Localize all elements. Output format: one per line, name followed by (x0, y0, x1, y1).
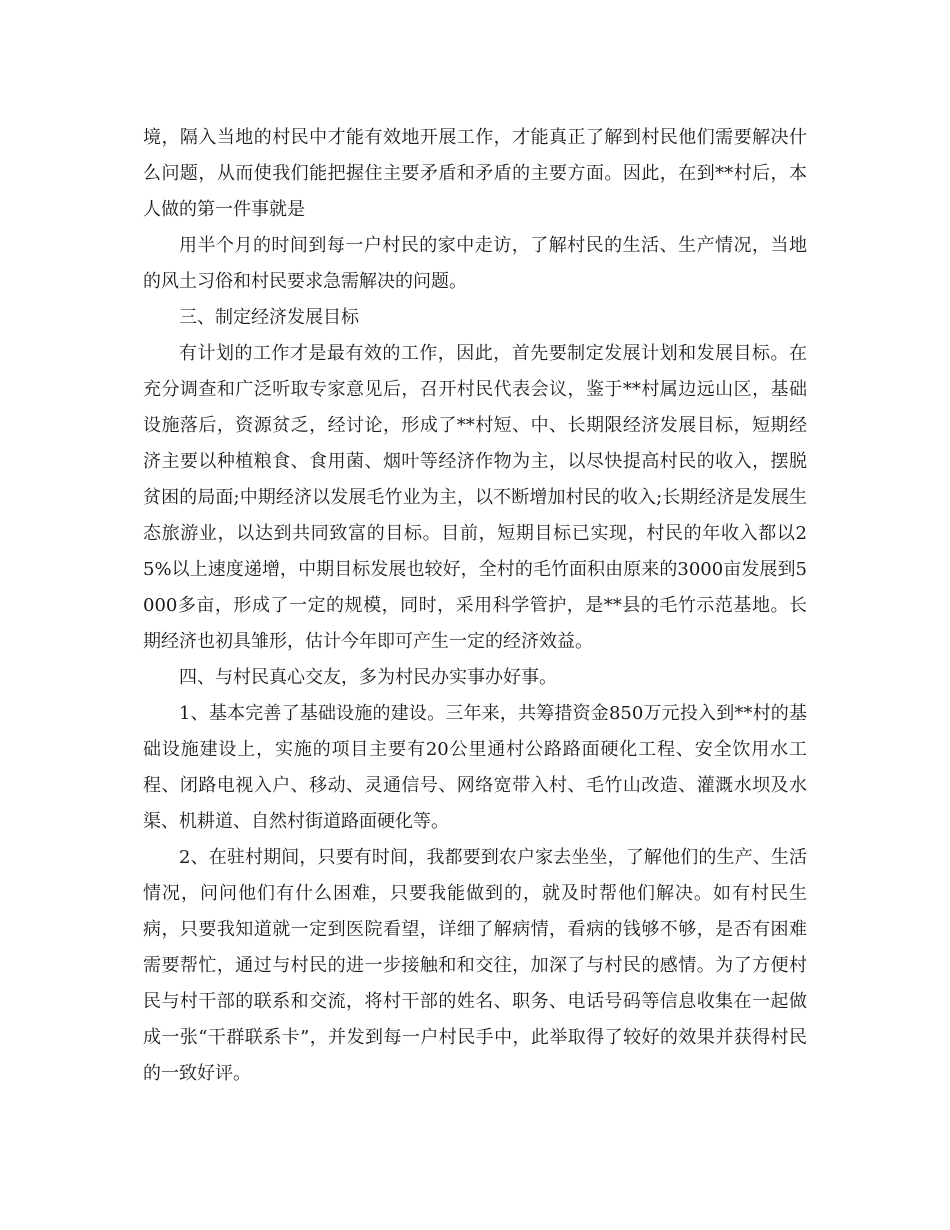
paragraph-continuation: 境，隔入当地的村民中才能有效地开展工作，才能真正了解到村民他们需要解决什么问题，从而使我们能把握住主要矛盾和矛盾的主要方面。因此，在到**村后，本人做的第一件事就是 (143, 127, 807, 220)
paragraph-visit-villagers: 用半个月的时间到每一户村民的家中走访，了解村民的生活、生产情况，当地的风土习俗和村民要求急需解决的问题。 (143, 235, 807, 292)
document-body (143, 120, 807, 1092)
paragraph-contact-card: 2、在驻村期间，只要有时间，我都要到农户家去坐坐，了解他们的生产、生活情况，问问他们有什么困难，只要我能做到的，就及时帮他们解决。如有村民生病，只要我知道就一定到医院看望，详细了解病情，看病的钱够不够，是否有困难需要帮忙，通过与村民的进一步接触和和交往，加深了与村民的感情。为了方便村民与村干部的联系和交流，将村干部的姓名、职务、电话号码等信息收集在一起做成一张“干群联系卡”，并发到每一户村民手中，此举取得了较好的效果并获得村民的一致好评。 (143, 847, 807, 1084)
section-heading-economic-goals: 三、制定经济发展目标 (179, 307, 359, 328)
paragraph-infrastructure: 1、基本完善了基础设施的建设。三年来，共筹措资金850万元投入到**村的基础设施建设上，实施的项目主要有20公里通村公路路面硬化工程、安全饮用水工程、闭路电视入户、移动、灵通信号、网络宽带入村、毛竹山改造、灌溉水坝及水渠、机耕道、自然村街道路面硬化等。 (143, 703, 807, 832)
section-heading-befriend-villagers: 四、与村民真心交友，多为村民办实事办好事。 (179, 667, 557, 688)
paragraph-economic-plan: 有计划的工作才是最有效的工作，因此，首先要制定发展计划和发展目标。在充分调查和广泛听取专家意见后，召开村民代表会议，鉴于**村属边远山区，基础设施落后，资源贫乏，经讨论，形成了**村短、中、长期限经济发展目标，短期经济主要以种植粮食、食用菌、烟叶等经济作物为主，以尽快提高村民的收入，摆脱贫困的局面;中期经济以发展毛竹业为主，以不断增加村民的收入;长期经济是发展生态旅游业，以达到共同致富的目标。目前，短期目标已实现，村民的年收入都以25%以上速度递增，中期目标发展也较好，全村的毛竹面积由原来的3000亩发展到5000多亩，形成了一定的规模，同时，采用科学管护，是**县的毛竹示范基地。长期经济也初具雏形，估计今年即可产生一定的经济效益。 (143, 343, 807, 652)
